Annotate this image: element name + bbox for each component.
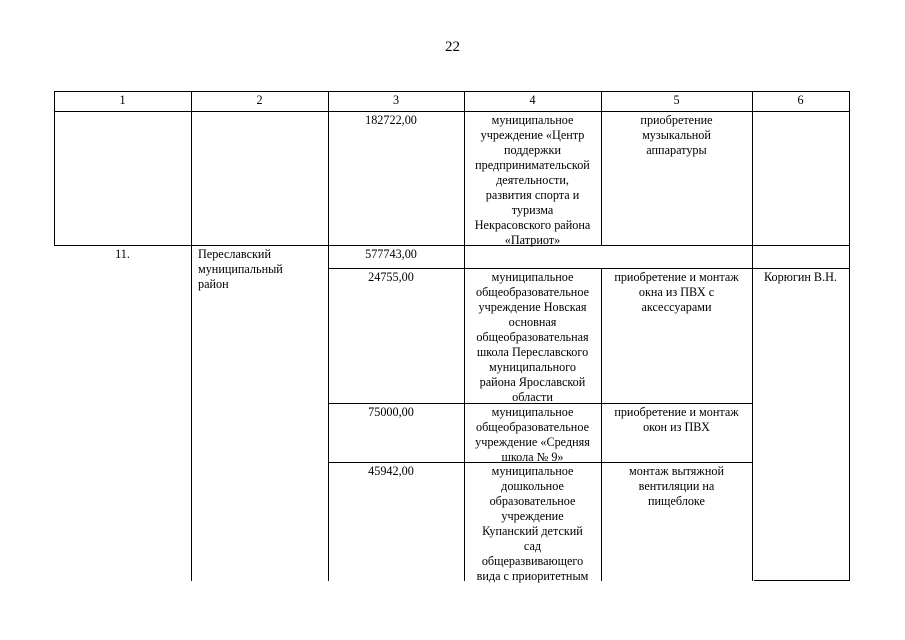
- header-bottom-border: [54, 111, 850, 112]
- row-11-number: 11.: [115, 247, 130, 261]
- item-1-amount: 24755,00: [368, 270, 414, 284]
- header-col-2: 2: [256, 93, 263, 107]
- header-col-4: 4: [529, 93, 536, 107]
- item-3-purpose: монтаж вытяжной вентиляции на пищеблоке: [629, 464, 724, 508]
- page-bottom-edge: [754, 580, 850, 581]
- row-11-top-border: [54, 245, 850, 246]
- header-col-1: 1: [119, 93, 126, 107]
- page-number: 22: [445, 39, 460, 55]
- row-a-amount: 182722,00: [365, 113, 417, 127]
- row-a-institution: муниципальное учреждение «Центр поддержки предпринимательской деятельности, развития спорта и туризма Некрасовского района «Патриот»: [474, 113, 591, 247]
- total-row-border: [328, 268, 850, 269]
- item-1-institution: муниципальное общеобразовательное учреждение Новская основная общеобразовательная школа Переславского муниципального района Ярославской области: [476, 270, 589, 404]
- header-col-6: 6: [797, 93, 804, 107]
- col-6-left-border: [752, 91, 753, 581]
- item-2-institution: муниципальное общеобразовательное учреждение «Средняя школа № 9»: [475, 405, 590, 464]
- row-11-responsible: Корюгин В.Н.: [764, 270, 837, 284]
- table-top-border: [54, 91, 850, 92]
- row-11-district: Переславский муниципальный район: [198, 247, 283, 291]
- item-2-purpose: приобретение и монтаж окон из ПВХ: [614, 405, 739, 434]
- header-col-3: 3: [392, 93, 400, 107]
- header-col-5: 5: [673, 93, 680, 107]
- row-a-purpose: приобретение музыкальной аппаратуры: [640, 113, 713, 157]
- col-1-left-border: [54, 91, 55, 246]
- item-3-amount: 45942,00: [368, 464, 414, 478]
- item-3-institution: муниципальное дошкольное образовательное учреждение Купанский детский сад общеразвивающего вида с приоритетным: [476, 464, 589, 583]
- col-2-left-border: [191, 91, 192, 581]
- row-11-total: 577743,00: [365, 247, 417, 261]
- col-3-left-border: [328, 91, 329, 581]
- item-1-purpose: приобретение и монтаж окна из ПВХ с аксессуарами: [614, 270, 739, 314]
- item-2-amount: 75000,00: [368, 405, 414, 419]
- table-right-border: [849, 91, 850, 581]
